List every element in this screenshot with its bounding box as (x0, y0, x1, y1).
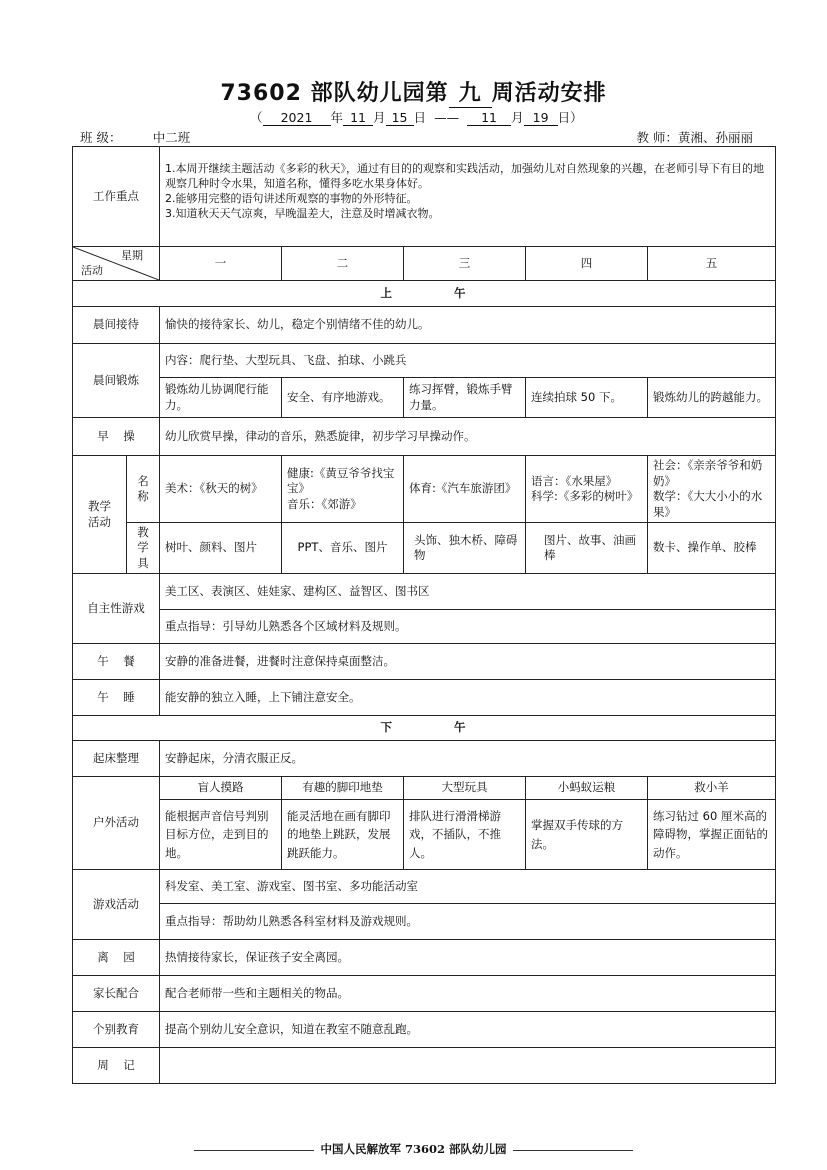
focus-content (160, 147, 776, 247)
leave-label: 离 园 (73, 940, 160, 976)
morning-exercise-label: 早 操 (73, 418, 160, 456)
weekday-fri: 五 (648, 247, 776, 281)
parents-label: 家长配合 (73, 976, 160, 1012)
outdoor-name-fri: 救小羊 (648, 777, 776, 800)
reception-row (73, 307, 776, 344)
free-play-areas-row (73, 574, 776, 610)
free-play-areas: 美工区、表演区、娃娃家、建构区、益智区、图书区 (160, 574, 776, 610)
end-month: 11 (467, 110, 511, 126)
teaching-tool-fri: 数卡、操作单、胶棒 (648, 523, 776, 574)
date-close: 日） (557, 110, 583, 125)
teaching-name-mon (160, 456, 282, 523)
morning-exercise-text: 幼儿欣赏早操，律动的音乐，熟悉旋律，初步学习早操动作。 (160, 418, 776, 456)
focus-line: 3.知道秋天天气凉爽，早晚温差大，注意及时增减衣物。 (165, 206, 440, 220)
morning-exercise-row (73, 418, 776, 456)
teaching-tool-row (73, 523, 776, 574)
focus-line: 1.本周开继续主题活动《多彩的秋天》，通过有目的的观察和实践活动，加强幼儿对自然现象的兴趣，在老师引导下有目的地观察几种时令水果，知道名称，懂得多吃水果身体好。 (165, 162, 764, 190)
outdoor-goals-row (73, 800, 776, 870)
games-rooms-row (73, 870, 776, 904)
class-info (80, 128, 221, 147)
outdoor-goal-wed: 排队进行滑滑梯游戏，不插队，不推人。 (404, 800, 526, 870)
reception-label: 晨间接待 (73, 307, 160, 344)
teaching-tool-tue: PPT、音乐、图片 (282, 523, 404, 574)
title-suffix: 周活动安排 (491, 81, 607, 106)
leave-text: 热情接待家长，保证孩子安全离园。 (160, 940, 776, 976)
nap-label: 午 睡 (73, 680, 160, 716)
teaching-name-line: 音乐：《郊游》 (287, 496, 362, 511)
teaching-name-thu (526, 456, 648, 523)
games-guide: 重点指导：帮助幼儿熟悉各科室材料及游戏规则。 (160, 904, 776, 940)
games-rooms: 科发室、美工室、游戏室、图书室、多功能活动室 (160, 870, 776, 904)
month-char-2: 月 (511, 110, 524, 125)
schedule-table (72, 146, 776, 1084)
leave-row (73, 940, 776, 976)
exercise-content: 内容：爬行垫、大型玩具、飞盘、拍球、小跳兵 (160, 344, 776, 378)
free-play-guide: 重点指导：引导幼儿熟悉各个区域材料及规则。 (160, 610, 776, 644)
outdoor-goal-tue: 能灵活地在画有脚印的地垫上跳跃，发展跳跃能力。 (282, 800, 404, 870)
exercise-content-row (73, 344, 776, 378)
year-char: 年 (330, 110, 344, 125)
focus-row (73, 147, 776, 247)
afternoon-section-row (73, 716, 776, 741)
parents-text: 配合老师带一些和主题相关的物品。 (160, 976, 776, 1012)
outdoor-goal-mon: 能根据声音信号判别目标方位，走到目的地。 (160, 800, 282, 870)
footer-rule-right (513, 1150, 633, 1151)
notes-text (160, 1048, 776, 1084)
start-day: 15 (386, 110, 414, 126)
class-value: 中二班 (121, 128, 221, 147)
lunch-text: 安静的准备进餐，进餐时注意保持桌面整洁。 (160, 644, 776, 680)
afternoon-section-title: 下 午 (73, 716, 776, 741)
date-dash: —— (434, 110, 460, 125)
end-day: 19 (524, 110, 558, 126)
exercise-mon: 锻炼幼儿协调爬行能力。 (160, 378, 282, 418)
diagonal-header-cell (73, 247, 160, 281)
games-label: 游戏活动 (73, 870, 160, 940)
morning-section-row (73, 281, 776, 307)
teaching-name-line: 体育:《汽车旅游团》 (409, 481, 517, 496)
outdoor-name-mon: 盲人摸路 (160, 777, 282, 800)
outdoor-label: 户外活动 (73, 777, 160, 870)
nap-row (73, 680, 776, 716)
teaching-name-row (73, 456, 776, 523)
exercise-daily-row (73, 378, 776, 418)
notes-row (73, 1048, 776, 1084)
lunch-label: 午 餐 (73, 644, 160, 680)
weekday-mon: 一 (160, 247, 282, 281)
teaching-name-line: 美术：《秋天的树》 (165, 481, 263, 496)
start-year: 2021 (263, 110, 331, 126)
teaching-name-wed (404, 456, 526, 523)
title-prefix: 73602 部队幼儿园第 (220, 81, 449, 106)
date-open: （ (250, 110, 263, 125)
teaching-tool-mon: 树叶、颜料、图片 (160, 523, 282, 574)
footer-text: 中国人民解放军 73602 部队幼儿园 (320, 1142, 507, 1156)
reception-text: 愉快的接待家长、幼儿，稳定个别情绪不佳的幼儿。 (160, 307, 776, 344)
month-char: 月 (373, 110, 386, 125)
teaching-tool-thu: 图片、故事、油画棒 (526, 523, 648, 574)
wakeup-label: 起床整理 (73, 741, 160, 777)
wakeup-text: 安静起床，分清衣服正反。 (160, 741, 776, 777)
exercise-thu: 连续拍球 50 下。 (526, 378, 648, 418)
weekday-corner-label: 星期 (121, 249, 143, 262)
outdoor-goal-fri: 练习钻过 60 厘米高的障碍物，掌握正面钻的动作。 (648, 800, 776, 870)
teaching-name-fri (648, 456, 776, 523)
individual-text: 提高个别幼儿安全意识，知道在教室不随意乱跑。 (160, 1012, 776, 1048)
teaching-name-line: 社会：《亲亲爷爷和奶奶》 (653, 458, 763, 488)
weekday-row (73, 247, 776, 281)
weekday-tue: 二 (282, 247, 404, 281)
teaching-label: 教学活动 (73, 456, 127, 574)
teaching-name-label: 名称 (127, 456, 160, 523)
notes-label: 周 记 (73, 1048, 160, 1084)
teaching-name-line: 语言：《水果屋》 (531, 473, 618, 488)
nap-text: 能安静的独立入睡，上下铺注意安全。 (160, 680, 776, 716)
class-label: 班 级： (80, 130, 122, 145)
free-play-label: 自主性游戏 (73, 574, 160, 644)
outdoor-name-tue: 有趣的脚印地垫 (282, 777, 404, 800)
exercise-label: 晨间锻炼 (73, 344, 160, 418)
free-play-guide-row (73, 610, 776, 644)
teacher-value: 黄湘、孙丽丽 (678, 128, 770, 147)
focus-line: 2.能够用完整的语句讲述所观察的事物的外形特征。 (165, 191, 418, 205)
date-range (250, 108, 583, 126)
page-title (0, 76, 827, 108)
teaching-name-tue (282, 456, 404, 523)
individual-row (73, 1012, 776, 1048)
lunch-row (73, 644, 776, 680)
weekday-thu: 四 (526, 247, 648, 281)
day-char: 日 (413, 110, 427, 125)
teaching-name-line: 数学：《大大小小的水果》 (653, 489, 763, 519)
morning-section-title: 上 午 (73, 281, 776, 307)
outdoor-goal-thu: 掌握双手传球的方法。 (526, 800, 648, 870)
outdoor-name-thu: 小蚂蚁运粮 (526, 777, 648, 800)
outdoor-names-row (73, 777, 776, 800)
activity-corner-label: 活动 (81, 264, 103, 278)
week-number: 九 (449, 76, 492, 108)
teacher-info (637, 128, 770, 147)
exercise-wed: 练习挥臂，锻炼手臂力量。 (404, 378, 526, 418)
wakeup-row (73, 741, 776, 777)
teaching-tool-wed: 头饰、独木桥、障碍物 (404, 523, 526, 574)
teaching-tool-label: 教学具 (127, 523, 160, 574)
start-month: 11 (343, 110, 373, 126)
weekday-wed: 三 (404, 247, 526, 281)
focus-label: 工作重点 (73, 147, 160, 247)
footer-rule-left (194, 1150, 314, 1151)
page-footer (0, 1141, 827, 1157)
exercise-fri: 锻炼幼儿的跨越能力。 (648, 378, 776, 418)
exercise-tue: 安全、有序地游戏。 (282, 378, 404, 418)
games-guide-row (73, 904, 776, 940)
outdoor-name-wed: 大型玩具 (404, 777, 526, 800)
teaching-name-line: 健康:《黄豆爷爷找宝宝》 (287, 465, 395, 496)
teaching-name-line: 科学:《多彩的树叶》 (531, 489, 639, 504)
parents-row (73, 976, 776, 1012)
teacher-label: 教 师： (636, 130, 678, 145)
individual-label: 个别教育 (73, 1012, 160, 1048)
